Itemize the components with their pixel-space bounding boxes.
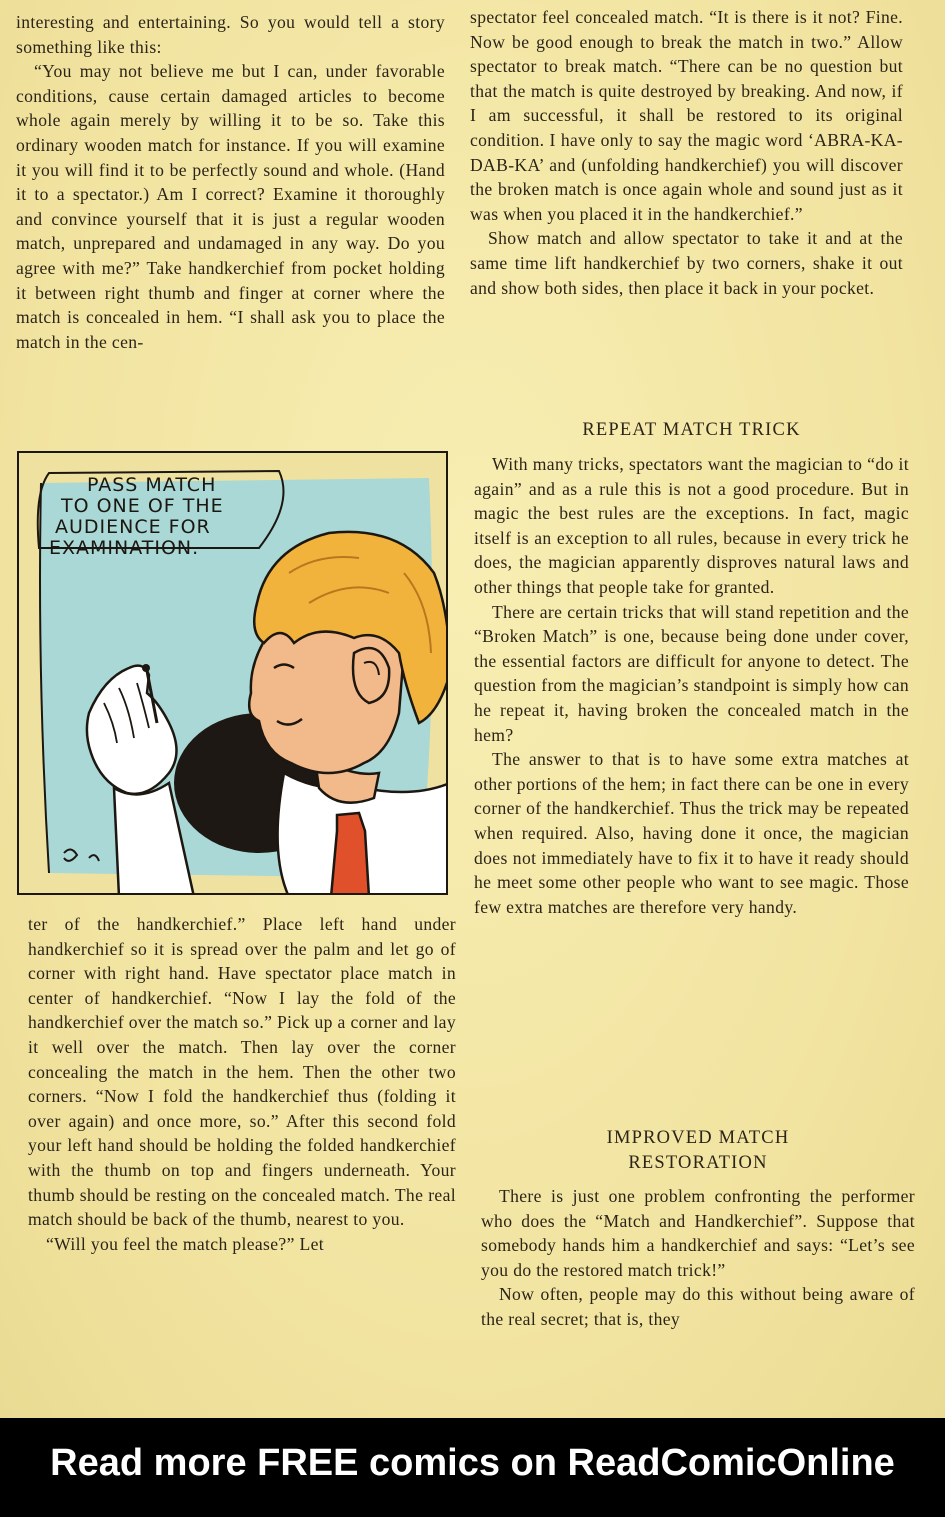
caption-line: EXAMINATION. <box>49 537 200 559</box>
caption-line: AUDIENCE FOR <box>55 516 211 538</box>
section-heading-improved-match-restoration <box>481 1126 915 1176</box>
left-column-bottom-text <box>28 912 456 1256</box>
paragraph: interesting and entertaining. So you would tell a story something like this: <box>16 12 445 57</box>
panel-caption <box>49 475 289 559</box>
paragraph: spectator feel concealed match. “It is there is it not? Fine. Now be good enough to break the match in two.” Allow spectator to break match. “There can be no question but that the match is quite destroyed by breaking. And now, if I am successful, it shall be restored to its original condition. I have only to say the magic word ‘ABRA-KA-DAB-KA’ and (unfolding handkerchief) you will discover the broken match is once again whole and sound just as it was when you placed it in the handkerchief.” <box>470 7 903 224</box>
caption-line: PASS MATCH <box>87 474 217 496</box>
section-heading-repeat-match-trick: REPEAT MATCH TRICK <box>582 420 801 440</box>
artist-mark <box>64 849 99 861</box>
match-head <box>142 664 150 672</box>
right-column-repeat-text <box>474 452 909 919</box>
right-column-top-text <box>470 5 903 300</box>
heading-line: RESTORATION <box>628 1153 768 1173</box>
comic-panel <box>17 451 448 895</box>
paragraph: Show match and allow spectator to take it and at the same time lift handkerchief by two corners, shake it out and show both sides, then place it back in your pocket. <box>470 228 903 298</box>
paragraph: Now often, people may do this without being aware of the real secret; that is, they <box>481 1284 915 1329</box>
caption-line: TO ONE OF THE <box>61 495 224 517</box>
paragraph: There is just one problem confronting the performer who does the “Match and Handkerchief”. Suppose that somebody hands him a handkerchief and says: “Let’s see you do the restored match trick!” <box>481 1186 915 1280</box>
footer-link-text[interactable]: Read more FREE comics on ReadComicOnline <box>50 1442 895 1484</box>
paragraph: ter of the handkerchief.” Place left hand under handkerchief so it is spread over the palm and let go of corner with right hand. Have spectator place match in center of handkerchief. “Now I lay the fold of the handkerchief over the match so.” Pick up a corner and lay it well over the match. Then lay over the corner concealing the match in the hem. Then the other two corners. “Now I fold the handkerchief thus (folding it over again) and once more, so.” After this second fold your left hand should be holding the folded handkerchief with the thumb on top and fingers underneath. Your thumb should be resting on the concealed match. The real match should be back of the thumb, nearest to you. <box>28 914 456 1230</box>
left-column-top-text <box>16 10 445 354</box>
heading-line: IMPROVED MATCH <box>606 1128 790 1148</box>
paragraph: “You may not believe me but I can, under favorable conditions, cause certain damaged articles to become whole again merely by willing it to be so. Take this ordinary wooden match for instance. If you will examine it you will find it to be perfectly sound and whole. (Hand it to a spectator.) Am I correct? Examine it thoroughly and convince yourself that it is just a regular wooden match, unprepared and undamaged in any way. Do you agree with me?” Take handkerchief from pocket holding it between right thumb and finger at corner where the match is concealed in hem. “I shall ask you to place the match in the cen- <box>16 61 445 352</box>
necktie <box>331 813 369 895</box>
right-column-improved-text <box>481 1184 915 1332</box>
paragraph: With many tricks, spectators want the magician to “do it again” and as a rule this is not a good procedure. But in magic the best rules are the exceptions. In fact, magic itself is an exception to all rules, because in every trick he does, the magician apparently disproves natural laws and other things that people take for granted. <box>474 454 909 597</box>
paragraph: There are certain tricks that will stand repetition and the “Broken Match” is one, because being done under cover, the essential factors are difficult for anyone to detect. The question from the magician’s standpoint is simply how can he repeat it, having broken the concealed match in the hem? <box>474 601 909 745</box>
paragraph: The answer to that is to have some extra matches at other portions of the hem; in fact there can be one in every corner of the handkerchief. Thus the trick may be repeated when required. Also, having done it once, the magician does not immediately have to fix it to have it ready should he meet some other people who want to see magic. Those few extra matches are therefore very handy. <box>474 749 909 917</box>
ear <box>353 648 389 703</box>
paragraph: “Will you feel the match please?” Let <box>46 1233 324 1254</box>
